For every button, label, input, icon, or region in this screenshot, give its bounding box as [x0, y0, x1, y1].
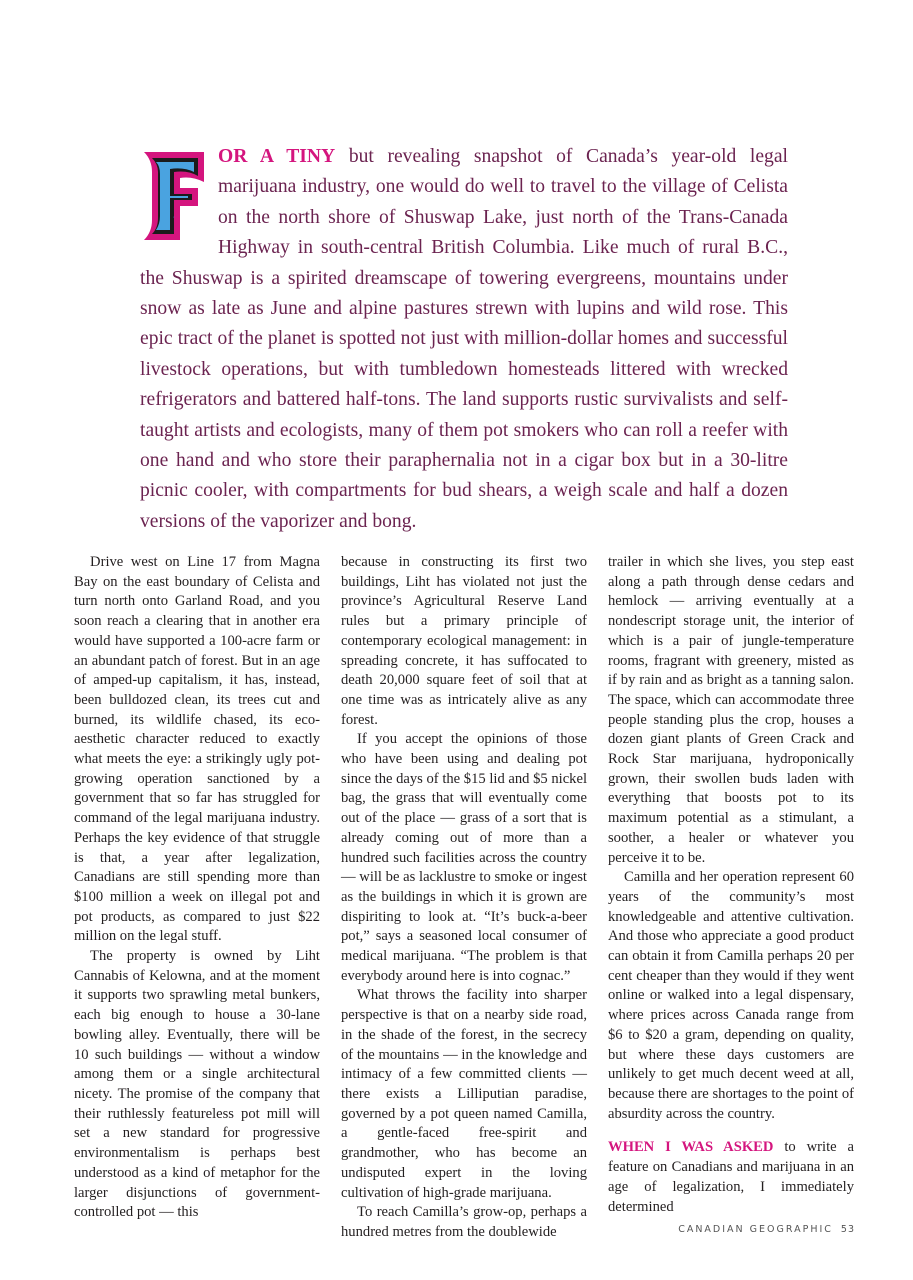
column-2: [341, 553, 587, 1243]
page-footer: [678, 1224, 855, 1235]
svg-text:F: F: [173, 217, 175, 219]
paragraph: What throws the facility into sharper perspective is that on a nearby side road, in the shade of the forest, in the secrecy of the mountains — in the knowledge and intimacy of a few committed clients — there exists a Lilliputian paradise, governed by a pot queen named Camilla, a gentle-faced free-spirit and grandmother, who has become an undisputed expert in the loving cultivation of high-grade marijuana.: [341, 987, 587, 1201]
intro-paragraph: [140, 142, 788, 537]
paragraph: To reach Camilla’s grow-op, perhaps a hundred metres from the doublewide: [341, 1204, 587, 1240]
paragraph: trailer in which she lives, you step east along a path through dense cedars and hemlock — arriving eventually at a nondescript storage unit, the interior of which is a pair of jungle-temperature rooms, fragrant with greenery, misted as if by rain and as bright as a tanning salon. The space, which can accommodate three people standing plus the crop, houses a dozen giant plants of Green Crack and Rock Star marijuana, hydroponically grown, their swollen buds laden with everything that boosts pot to its maximum potential as a stimulant, a soother, a healer or whatever you perceive it to be.: [608, 554, 854, 866]
section-paragraph: [608, 1138, 854, 1217]
paragraph: because in constructing its first two buildings, Liht has violated not just the province’s Agricultural Reserve Land rules but a primary principle of contemporary ecological management: in spreading concrete, it has suffocated to death 20,000 square feet of soil that at one time was as intricately alive as any forest.: [341, 554, 587, 728]
dropcap-f: [140, 148, 208, 244]
section-run-in: WHEN I WAS ASKED: [608, 1139, 774, 1156]
paragraph: Camilla and her operation represent 60 years of the community’s most knowledgeable and attentive cultivation. And those who appreciate a good product can obtain it from Camilla perhaps 20 per cent cheaper than they would if they went online or walked into a legal dispensary, where prices across Canada range from $6 to $20 a gram, depending on quality, but where these days customers are unlikely to get much decent weed at all, because there are shortages to the point of absurdity across the country.: [608, 869, 854, 1122]
column-1: [74, 553, 320, 1243]
column-3: [608, 553, 854, 1243]
section-text: to write a feature on Canadians and marijuana in an age of legalization, I immediately determined: [608, 1139, 855, 1215]
paragraph: If you accept the opinions of those who have been using and dealing pot since the days of the $15 lid and $5 nickel bag, the grass that will eventually come out of the place — grass of a sort that is already coming out of more than a hundred such facilities across the country — will be as lacklustre to smoke or ingest as the buildings in which it is grown are dispiriting to look at. “It’s buck-a-beer pot,” says a seasoned local consumer of medical marijuana. “The problem is that everybody around here is into cognac.”: [341, 731, 588, 984]
intro-text: but revealing snapshot of Canada’s year-old legal marijuana industry, one would do well to travel to the village of Celista on the north shore of Shuswap Lake, just north of the Trans-Canada Highway in south-central British Columbia. Like much of rural B.C., the Shuswap is a spirited dreamscape of towering evergreens, mountains under snow as late as June and alpine pastures strewn with lupins and wild rose. This epic tract of the planet is spotted not just with million-dollar homes and successful livestock operations, but with tumbledown homesteads littered with wrecked refrigerators and battered half-tons. The land supports rustic survivalists and self-taught artists and ecologists, many of them pot smokers who can roll a reefer with one hand and who store their paraphernalia not in a cigar box but in a 30-litre picnic cooler, with compartments for bud shears, a weigh scale and half a dozen versions of the vaporizer and bong.: [140, 146, 788, 532]
intro-lead-in: OR A TINY: [218, 146, 336, 167]
article-body: [74, 553, 855, 1243]
publication-name: CANADIAN GEOGRAPHIC: [678, 1224, 833, 1235]
page-number: 53: [840, 1224, 855, 1235]
paragraph: The property is owned by Liht Cannabis of Kelowna, and at the moment it supports two sprawling metal bunkers, each big enough to house a 30-lane bowling alley. Eventually, there will be 10 such buildings — without a window among them or a single architectural nicety. The promise of the company that their ruthlessly featureless pot mill will set a new standard for progressive environmentalism is perhaps best understood as a kind of metaphor for the larger disjunctions of government-controlled pot — this: [74, 948, 320, 1221]
paragraph: Drive west on Line 17 from Magna Bay on the east boundary of Celista and turn north onto Garland Road, and you soon reach a clearing that in another era would have supported a 100-acre farm or an abundant patch of forest. But in an age of amped-up capitalism, it has, instead, been bulldozed clean, its trees cut and burned, its wildlife chased, its eco-aesthetic character reduced to exactly what meets the eye: a strikingly ugly pot-growing operation sanctioned by a government that so far has struggled for command of the legal marijuana industry. Perhaps the key evidence of that struggle is that, a year after legalization, Canadians are still spending more than $100 million a week on illegal pot and pot products, as compared to just $22 million on the legal stuff.: [74, 554, 320, 945]
